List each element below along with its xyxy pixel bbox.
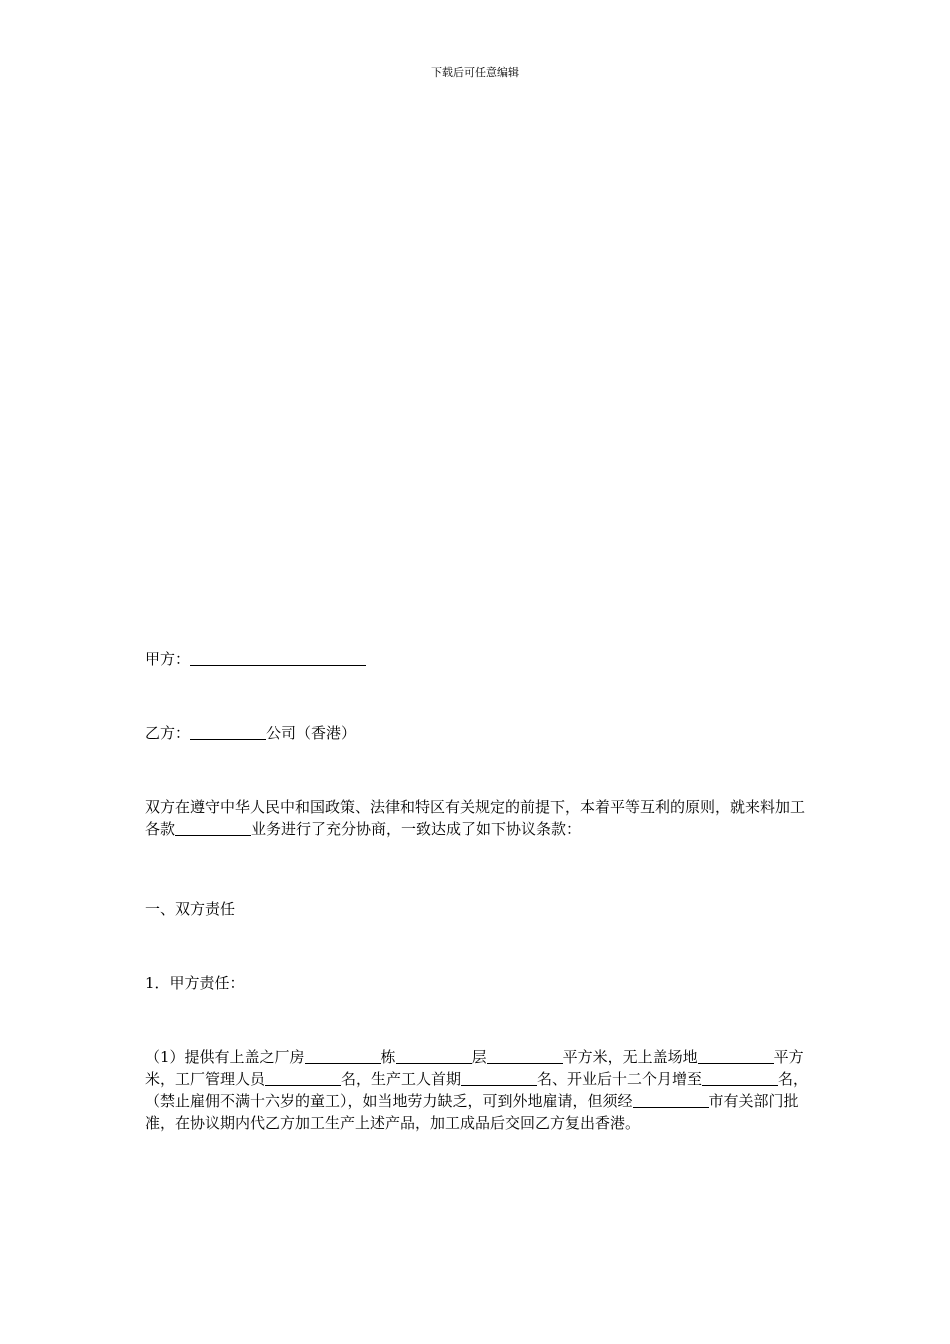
- party-b-blank[interactable]: [190, 723, 266, 740]
- intro-part1: 双方在遵守中华人民中和国政策、法律和特区有关规定的前提下，本着平等互利的原则，就来料加工各款: [145, 798, 806, 838]
- subsection-1-title: 1．甲方责任：: [145, 974, 245, 992]
- party-b-label: 乙方：: [145, 724, 191, 742]
- section-1-title: 一、双方责任: [145, 900, 236, 918]
- managers-blank[interactable]: [265, 1069, 341, 1086]
- workers-increase-blank[interactable]: [702, 1069, 778, 1086]
- party-b-line: [145, 722, 810, 744]
- factory-blank[interactable]: [305, 1047, 381, 1064]
- clause-text: 名、开业后十二个月增至: [537, 1070, 703, 1088]
- clause-1-paragraph: [145, 1046, 810, 1134]
- city-blank[interactable]: [633, 1091, 709, 1108]
- clause-text: 名，（禁止雇佣不满十六岁的童工），如当地劳力缺乏，可到外地雇请，但须经: [145, 1070, 809, 1110]
- intro-paragraph: [145, 796, 810, 840]
- clause-text: 平方米，工厂管理人员: [145, 1048, 804, 1088]
- party-b-suffix: 公司（香港）: [266, 724, 357, 742]
- party-a-label: 甲方：: [145, 650, 191, 668]
- workers-initial-blank[interactable]: [461, 1069, 537, 1086]
- business-blank[interactable]: [175, 819, 251, 836]
- party-a-line: [145, 648, 810, 670]
- clause-text: （1）提供有上盖之厂房: [145, 1048, 305, 1066]
- clause-text: 名，生产工人首期: [341, 1070, 462, 1088]
- party-a-blank[interactable]: [190, 649, 366, 666]
- clause-text: 栋: [380, 1048, 396, 1066]
- clause-text: 平方米，无上盖场地: [562, 1048, 698, 1066]
- clause-text: 市有关部门批准，在协议期内代乙方加工生产上述产品，加工成品后交回乙方复出香港。: [145, 1092, 799, 1132]
- building-blank[interactable]: [396, 1047, 472, 1064]
- floor-blank[interactable]: [487, 1047, 563, 1064]
- intro-part2: 业务进行了充分协商，一致达成了如下协议条款：: [251, 820, 582, 838]
- page-header: 下载后可任意编辑: [431, 66, 519, 79]
- clause-text: 层: [471, 1048, 487, 1066]
- open-site-blank[interactable]: [698, 1047, 774, 1064]
